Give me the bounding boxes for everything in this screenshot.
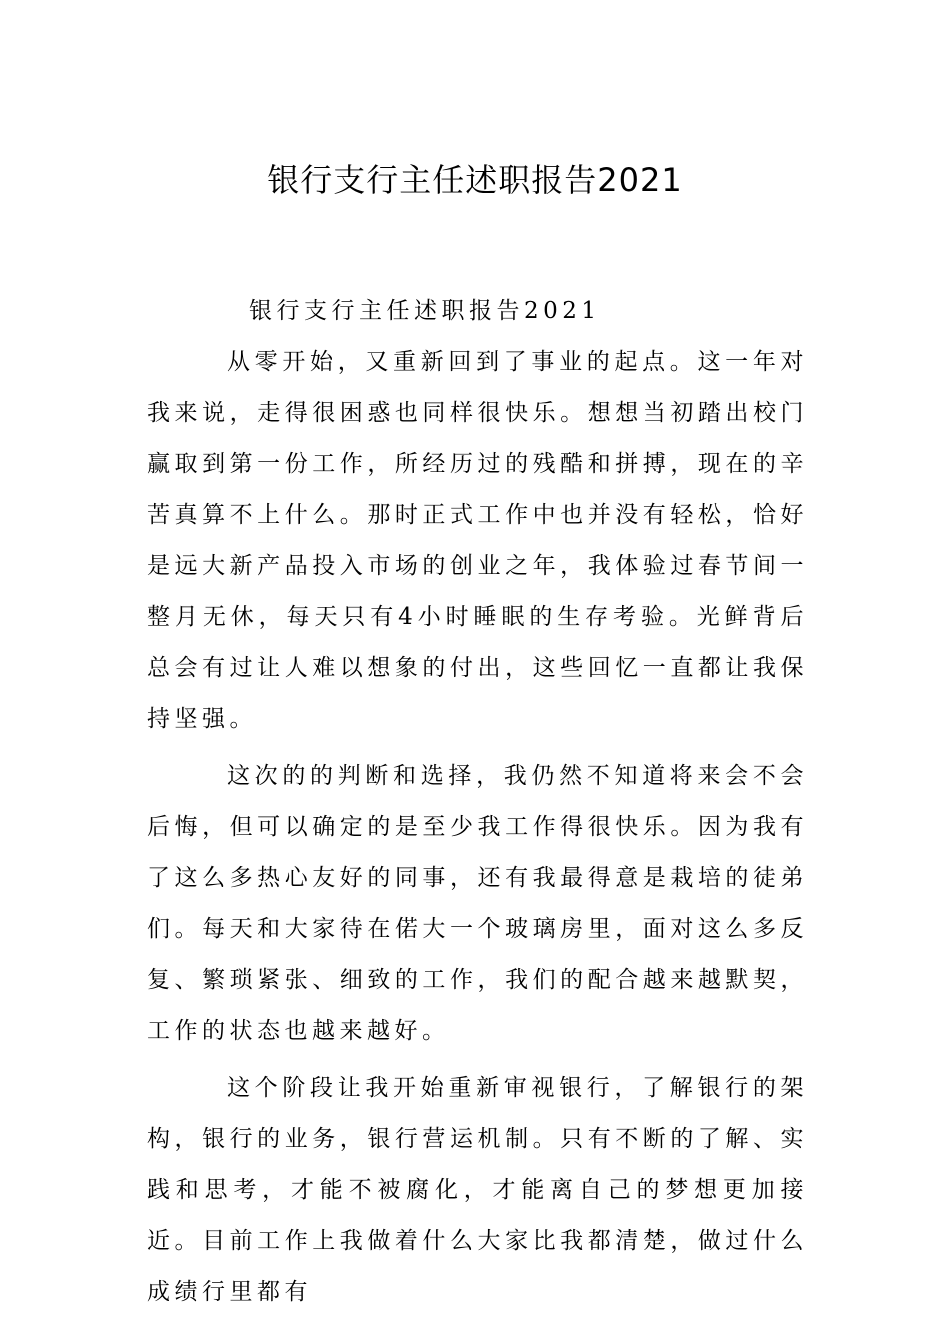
document-body — [147, 286, 808, 1318]
paragraph-3: 这个阶段让我开始重新审视银行，了解银行的架构，银行的业务，银行营运机制。只有不断的了解、实践和思考，才能不被腐化，才能离自己的梦想更加接近。目前工作上我做着什么大家比我都清楚，做过什么成绩行里都有 — [147, 1075, 808, 1305]
paragraph-1: 从零开始，又重新回到了事业的起点。这一年对我来说，走得很困惑也同样很快乐。想想当初踏出校门赢取到第一份工作，所经历过的残酷和拼搏，现在的辛苦真算不上什么。那时正式工作中也并没有轻松，恰好是远大新产品投入市场的创业之年，我体验过春节间一整月无休，每天只有4小时睡眠的生存考验。光鲜背后总会有过让人难以想象的付出，这些回忆一直都让我保持坚强。 — [147, 349, 808, 732]
document-subtitle: 银行支行主任述职报告2021 — [249, 298, 601, 324]
paragraph-2: 这次的的判断和选择，我仍然不知道将来会不会后悔，但可以确定的是至少我工作得很快乐。因为我有了这么多热心友好的同事，还有我最得意是栽培的徒弟们。每天和大家待在偌大一个玻璃房里，面对这么多反复、繁琐紧张、细致的工作，我们的配合越来越默契，工作的状态也越来越好。 — [147, 763, 808, 1044]
page-title: 银行支行主任述职报告2021 — [267, 161, 683, 199]
